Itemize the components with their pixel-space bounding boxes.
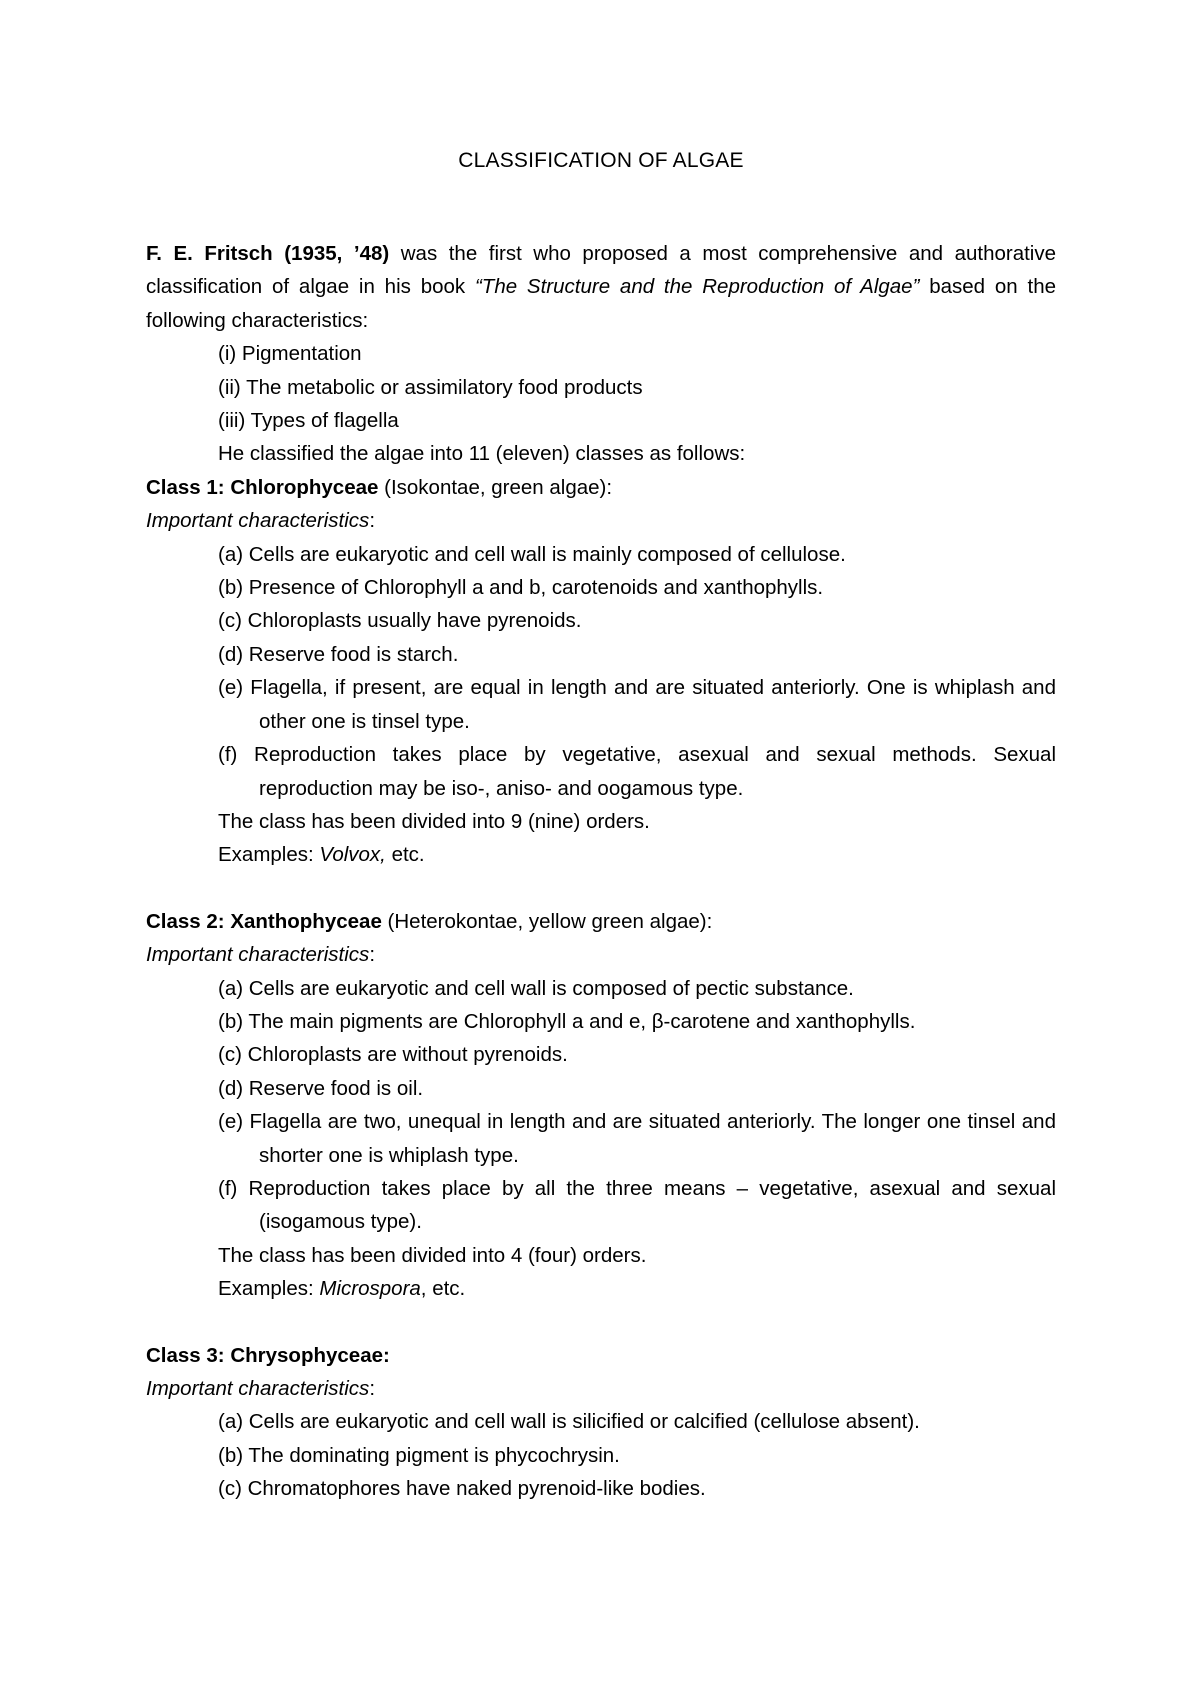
char-heading-colon: :: [369, 1377, 376, 1400]
criteria-item: (i) Pigmentation: [218, 342, 362, 366]
intro-paragraph: [146, 237, 1056, 337]
class-1-subtitle: (Isokontae, green algae):: [378, 475, 613, 499]
class-1-item: (a) Cells are eukaryotic and cell wall is mainly composed of cellulose.: [218, 542, 846, 566]
examples-genus: Microspora: [319, 1277, 421, 1301]
book-title: “The Structure and the Reproduction of Algae”: [474, 275, 920, 299]
class-1-char-heading: [146, 504, 1056, 537]
section-gap: [146, 1306, 1056, 1339]
section-gap: [146, 872, 1056, 905]
class-2-item: (d) Reserve food is oil.: [218, 1076, 424, 1100]
class-3-item: (c) Chromatophores have naked pyrenoid-like bodies.: [218, 1477, 706, 1501]
class-2-item: (e) Flagella are two, unequal in length and are situated anteriorly. The longer one tinsel and shorter one is whiplash type.: [218, 1110, 1056, 1167]
author-name: F. E. Fritsch (1935, ’48): [146, 242, 390, 265]
char-heading-text: Important characteristics: [146, 509, 370, 533]
class-1-item: (f) Reproduction takes place by vegetative, asexual and sexual methods. Sexual reproduction may be iso-, aniso- and oogamous type.: [218, 743, 1056, 800]
intro-summary: He classified the algae into 11 (eleven) classes as follows:: [218, 442, 746, 466]
class-1-orders: The class has been divided into 9 (nine) orders.: [218, 809, 650, 833]
class-2-char-heading: [146, 938, 1056, 971]
class-1-item: (b) Presence of Chlorophyll a and b, carotenoids and xanthophylls.: [218, 576, 824, 600]
document-body: [146, 237, 1056, 1506]
char-heading-text: Important characteristics: [146, 943, 370, 967]
class-1-label: Class 1: Chlorophyceae: [146, 475, 379, 499]
class-3-item: (a) Cells are eukaryotic and cell wall is silicified or calcified (cellulose absent).: [218, 1410, 920, 1434]
class-3-label: Class 3: Chrysophyceae:: [146, 1343, 390, 1367]
class-2-item: (b) The main pigments are Chlorophyll a and e, β-carotene and xanthophylls.: [218, 1009, 916, 1033]
examples-label: Examples:: [218, 843, 320, 867]
class-1-item: (c) Chloroplasts usually have pyrenoids.: [218, 609, 582, 633]
examples-tail: , etc.: [420, 1277, 466, 1301]
class-2-orders: The class has been divided into 4 (four) orders.: [218, 1243, 647, 1267]
char-heading-text: Important characteristics: [146, 1377, 370, 1400]
class-2-item: (f) Reproduction takes place by all the three means – vegetative, asexual and sexual (isogamous type).: [218, 1176, 1056, 1234]
class-3-heading: [146, 1339, 1056, 1372]
class-1-item: (e) Flagella, if present, are equal in length and are situated anteriorly. One is whiplash and other one is tinsel type.: [218, 676, 1056, 733]
class-1-examples: [146, 838, 1056, 871]
class-3-char-heading: [146, 1372, 1056, 1405]
class-2-subtitle: (Heterokontae, yellow green algae):: [381, 909, 713, 933]
char-heading-colon: :: [369, 943, 376, 967]
examples-genus: Volvox,: [319, 843, 386, 867]
class-2-item: (a) Cells are eukaryotic and cell wall is composed of pectic substance.: [218, 976, 854, 1000]
class-1-item: (d) Reserve food is starch.: [218, 642, 459, 666]
class-2-label: Class 2: Xanthophyceae: [146, 909, 382, 933]
intro-text-2: based on the following characteristics:: [146, 275, 1056, 332]
intro-text-1: was the first who proposed a most comprehensive and authorative classification of algae in his book: [146, 242, 1056, 299]
class-2-heading: [146, 905, 1056, 938]
examples-label: Examples:: [218, 1277, 320, 1301]
class-1-heading: [146, 471, 1056, 504]
class-3-item: (b) The dominating pigment is phycochrysin.: [218, 1443, 620, 1467]
examples-tail: etc.: [385, 843, 425, 867]
class-2-examples: [146, 1272, 1056, 1305]
class-2-item: (c) Chloroplasts are without pyrenoids.: [218, 1043, 568, 1067]
char-heading-colon: :: [369, 509, 376, 533]
criteria-item: (iii) Types of flagella: [218, 409, 399, 433]
page-title: CLASSIFICATION OF ALGAE: [458, 149, 744, 172]
criteria-item: (ii) The metabolic or assimilatory food products: [218, 375, 643, 399]
